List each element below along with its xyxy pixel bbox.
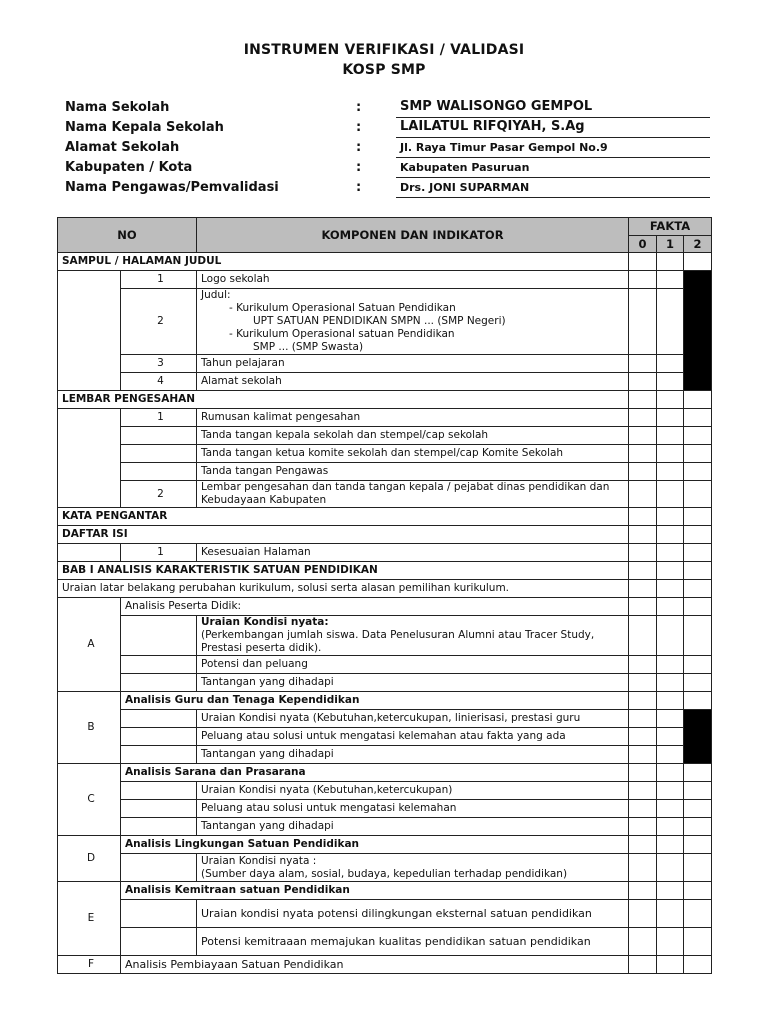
item-number: 2 [121, 289, 197, 355]
fakta-cell[interactable] [657, 800, 684, 818]
fakta-cell[interactable] [629, 445, 657, 463]
fakta-cell[interactable] [684, 800, 712, 818]
fakta-cell[interactable] [629, 882, 657, 900]
address-label: Alamat Sekolah [65, 140, 180, 155]
subsection-title: Analisis Sarana dan Prasarana [121, 764, 629, 782]
section-title: DAFTAR ISI [58, 526, 629, 544]
address-value: Jl. Raya Timur Pasar Gempol No.9 [396, 141, 710, 158]
table-row [58, 598, 712, 616]
table-row [58, 544, 712, 562]
fakta-cell[interactable] [629, 289, 657, 355]
subsection-letter: F [58, 956, 121, 974]
fakta-cell[interactable] [684, 692, 712, 710]
section-title: LEMBAR PENGESAHAN [58, 391, 629, 409]
table-row [58, 900, 712, 928]
indicator-detail: (Perkembangan jumlah siswa. Data Penelusuran Alumni atau Tracer Study, Prestasi peserta didik). [201, 629, 595, 654]
fakta-0: 0 [629, 236, 657, 253]
supervisor-value: Drs. JONI SUPARMAN [396, 181, 710, 198]
indicator-text: Uraian latar belakang perubahan kurikulum, solusi serta alasan pemilihan kurikulum. [58, 580, 629, 598]
table-row [58, 882, 712, 900]
spacer-cell [121, 746, 197, 764]
fakta-cell[interactable] [684, 409, 712, 427]
subsection-title: Analisis Pembiayaan Satuan Pendidikan [121, 956, 629, 974]
spacer-cell [58, 544, 121, 562]
fakta-cell[interactable] [629, 656, 657, 674]
fakta-cell[interactable] [657, 764, 684, 782]
fakta-cell[interactable] [684, 818, 712, 836]
indicator-text: Uraian kondisi nyata potensi dilingkungan eksternal satuan pendidikan [197, 900, 629, 928]
fakta-cell[interactable] [657, 373, 684, 391]
header-komponen: KOMPONEN DAN INDIKATOR [197, 218, 629, 253]
subsection-letter: C [58, 764, 121, 836]
fakta-cell[interactable] [629, 598, 657, 616]
judul-item: - Kurikulum Operasional satuan Pendidikan [229, 328, 455, 340]
fakta-cell[interactable] [657, 616, 684, 656]
regency-label: Kabupaten / Kota [65, 160, 193, 175]
fakta-cell[interactable] [684, 544, 712, 562]
fakta-cell[interactable] [684, 616, 712, 656]
indicator-text: Uraian Kondisi nyata (Kebutuhan,ketercukupan) [197, 782, 629, 800]
colon: : [356, 120, 362, 135]
fakta-cell[interactable] [657, 526, 684, 544]
fakta-cell[interactable] [657, 656, 684, 674]
spacer-cell [121, 800, 197, 818]
section-row [58, 253, 712, 271]
fakta-cell[interactable] [684, 782, 712, 800]
fakta-cell[interactable] [657, 928, 684, 956]
spacer-cell [121, 854, 197, 882]
table-row [58, 928, 712, 956]
table-row [58, 728, 712, 746]
fakta-cell[interactable] [684, 526, 712, 544]
fakta-cell[interactable] [684, 900, 712, 928]
indicator-text: Rumusan kalimat pengesahan [197, 409, 629, 427]
item-number: 1 [121, 544, 197, 562]
fakta-cell[interactable] [684, 956, 712, 974]
judul-item: SMP ... (SMP Swasta) [253, 341, 364, 353]
indicator-text: Potensi dan peluang [197, 656, 629, 674]
fakta-cell[interactable] [657, 253, 684, 271]
fakta-cell[interactable] [657, 710, 684, 728]
fakta-cell[interactable] [657, 391, 684, 409]
spacer-cell [121, 928, 197, 956]
fakta-cell[interactable] [629, 928, 657, 956]
subsection-title: Analisis Kemitraan satuan Pendidikan [121, 882, 629, 900]
fakta-cell[interactable] [657, 900, 684, 928]
principal-value: LAILATUL RIFQIYAH, S.Ag [396, 119, 710, 138]
indicator-text: Tantangan yang dihadapi [197, 818, 629, 836]
fakta-cell[interactable] [684, 253, 712, 271]
fakta-cell[interactable] [629, 836, 657, 854]
indicator-text: Potensi kemitraaan memajukan kualitas pendidikan satuan pendidikan [197, 928, 629, 956]
fakta-cell[interactable] [629, 956, 657, 974]
fakta-cell[interactable] [629, 508, 657, 526]
item-number [121, 445, 197, 463]
table-row [58, 355, 712, 373]
judul-item: UPT SATUAN PENDIDIKAN SMPN ... (SMP Negeri) [253, 315, 506, 327]
fakta-cell[interactable] [684, 391, 712, 409]
verification-table [57, 217, 712, 974]
table-row [58, 956, 712, 974]
indicator-line: Uraian Kondisi nyata : [201, 854, 317, 867]
table-row [58, 271, 712, 289]
colon: : [356, 160, 362, 175]
subsection-letter: E [58, 882, 121, 956]
spacer-cell [121, 710, 197, 728]
fakta-cell[interactable] [657, 598, 684, 616]
indicator-text: Tanda tangan ketua komite sekolah dan stempel/cap Komite Sekolah [197, 445, 629, 463]
fakta-cell[interactable] [657, 445, 684, 463]
spacer-cell [121, 674, 197, 692]
spacer-cell [121, 818, 197, 836]
fakta-cell[interactable] [629, 526, 657, 544]
table-row [58, 674, 712, 692]
indicator-text [197, 616, 629, 656]
fakta-cell[interactable] [629, 562, 657, 580]
subsection-title: Analisis Lingkungan Satuan Pendidikan [121, 836, 629, 854]
spacer-cell [121, 900, 197, 928]
blacked-cell [684, 271, 712, 391]
fakta-cell[interactable] [629, 253, 657, 271]
fakta-cell[interactable] [657, 580, 684, 598]
section-row [58, 526, 712, 544]
fakta-cell[interactable] [684, 427, 712, 445]
table-row [58, 289, 712, 355]
indicator-text: Tantangan yang dihadapi [197, 746, 629, 764]
table-row [58, 409, 712, 427]
fakta-cell[interactable] [629, 409, 657, 427]
fakta-cell[interactable] [629, 692, 657, 710]
fakta-cell[interactable] [657, 463, 684, 481]
fakta-cell[interactable] [657, 271, 684, 289]
fakta-cell[interactable] [684, 508, 712, 526]
item-number [121, 463, 197, 481]
indicator-text: Peluang atau solusi untuk mengatasi kelemahan atau fakta yang ada [197, 728, 629, 746]
fakta-cell[interactable] [657, 728, 684, 746]
indicator-text: Peluang atau solusi untuk mengatasi kelemahan [197, 800, 629, 818]
fakta-cell[interactable] [629, 800, 657, 818]
header-fakta: FAKTA [629, 218, 712, 236]
fakta-cell[interactable] [684, 836, 712, 854]
fakta-cell[interactable] [684, 674, 712, 692]
colon: : [356, 140, 362, 155]
indicator-text: Logo sekolah [197, 271, 629, 289]
indicator-line: (Sumber daya alam, sosial, budaya, kepedulian terhadap pendidikan) [201, 867, 568, 880]
indicator-bold: Uraian Kondisi nyata: [201, 616, 329, 628]
fakta-cell[interactable] [629, 271, 657, 289]
fakta-cell[interactable] [657, 854, 684, 882]
indicator-text [197, 854, 629, 882]
indicator-text [197, 289, 629, 355]
fakta-cell[interactable] [657, 355, 684, 373]
fakta-cell[interactable] [629, 355, 657, 373]
subsection-letter: A [58, 598, 121, 692]
spacer-cell [121, 656, 197, 674]
fakta-cell[interactable] [684, 656, 712, 674]
fakta-cell[interactable] [657, 508, 684, 526]
indicator-text: Tantangan yang dihadapi [197, 674, 629, 692]
subsection-letter: B [58, 692, 121, 764]
indicator-text: Alamat sekolah [197, 373, 629, 391]
fakta-cell[interactable] [684, 598, 712, 616]
table-row [58, 818, 712, 836]
item-number: 1 [121, 271, 197, 289]
item-number [121, 427, 197, 445]
fakta-cell[interactable] [629, 544, 657, 562]
section-row [58, 562, 712, 580]
fakta-1: 1 [657, 236, 684, 253]
spacer-cell [121, 728, 197, 746]
table-row [58, 616, 712, 656]
indicator-text: Tanda tangan kepala sekolah dan stempel/cap sekolah [197, 427, 629, 445]
fakta-cell[interactable] [657, 674, 684, 692]
fakta-cell[interactable] [629, 818, 657, 836]
table-row [58, 373, 712, 391]
table-row [58, 782, 712, 800]
fakta-cell[interactable] [629, 854, 657, 882]
indicator-text: Tahun pelajaran [197, 355, 629, 373]
fakta-cell[interactable] [629, 373, 657, 391]
table-row [58, 445, 712, 463]
subsection-title: Analisis Guru dan Tenaga Kependidikan [121, 692, 629, 710]
table-row [58, 800, 712, 818]
fakta-cell[interactable] [657, 882, 684, 900]
spacer-cell [58, 271, 121, 391]
fakta-cell[interactable] [629, 674, 657, 692]
subsection-title: Analisis Peserta Didik: [121, 598, 629, 616]
fakta-cell[interactable] [657, 481, 684, 508]
fakta-cell[interactable] [657, 409, 684, 427]
fakta-cell[interactable] [657, 836, 684, 854]
judul-label: Judul: [201, 289, 231, 301]
subsection-letter: D [58, 836, 121, 882]
fakta-2: 2 [684, 236, 712, 253]
table-row [58, 656, 712, 674]
fakta-cell[interactable] [629, 580, 657, 598]
table-row [58, 764, 712, 782]
colon: : [356, 180, 362, 195]
regency-value: Kabupaten Pasuruan [396, 161, 710, 178]
table-row [58, 710, 712, 728]
fakta-cell[interactable] [684, 481, 712, 508]
supervisor-label: Nama Pengawas/Pemvalidasi [65, 180, 279, 195]
item-number: 2 [121, 481, 197, 508]
document-title: INSTRUMEN VERIFIKASI / VALIDASI [243, 42, 525, 58]
item-number: 4 [121, 373, 197, 391]
indicator-text: Uraian Kondisi nyata (Kebutuhan,ketercukupan, linierisasi, prestasi guru [197, 710, 629, 728]
fakta-cell[interactable] [629, 391, 657, 409]
fakta-cell[interactable] [684, 854, 712, 882]
fakta-cell[interactable] [629, 616, 657, 656]
table-row [58, 746, 712, 764]
fakta-cell[interactable] [657, 544, 684, 562]
fakta-cell[interactable] [629, 728, 657, 746]
header-no: NO [58, 218, 197, 253]
fakta-cell[interactable] [629, 764, 657, 782]
table-row [58, 463, 712, 481]
spacer-cell [58, 409, 121, 508]
fakta-cell[interactable] [629, 710, 657, 728]
school-name-label: Nama Sekolah [65, 100, 170, 115]
section-row [58, 508, 712, 526]
fakta-cell[interactable] [684, 580, 712, 598]
item-number: 1 [121, 409, 197, 427]
spacer-cell [121, 782, 197, 800]
fakta-cell[interactable] [684, 764, 712, 782]
fakta-cell[interactable] [657, 782, 684, 800]
section-title: SAMPUL / HALAMAN JUDUL [58, 253, 629, 271]
fakta-cell[interactable] [657, 746, 684, 764]
fakta-cell[interactable] [657, 692, 684, 710]
section-title: BAB I ANALISIS KARAKTERISTIK SATUAN PENDIDIKAN [58, 562, 629, 580]
spacer-cell [121, 616, 197, 656]
table-row [58, 692, 712, 710]
blacked-cell [684, 710, 712, 764]
table-row [58, 427, 712, 445]
indicator-text: Lembar pengesahan dan tanda tangan kepala / pejabat dinas pendidikan dan Kebudayaan Kabupaten [197, 481, 629, 508]
indicator-text: Kesesuaian Halaman [197, 544, 629, 562]
table-row [58, 854, 712, 882]
table-row [58, 580, 712, 598]
item-number: 3 [121, 355, 197, 373]
fakta-cell[interactable] [657, 289, 684, 355]
fakta-cell[interactable] [684, 463, 712, 481]
school-name-value: SMP WALISONGO GEMPOL [396, 99, 710, 118]
table-row [58, 836, 712, 854]
fakta-cell[interactable] [657, 818, 684, 836]
fakta-cell[interactable] [629, 900, 657, 928]
fakta-cell[interactable] [657, 562, 684, 580]
fakta-cell[interactable] [629, 463, 657, 481]
table-row [58, 481, 712, 508]
fakta-cell[interactable] [684, 445, 712, 463]
fakta-cell[interactable] [657, 427, 684, 445]
fakta-cell[interactable] [629, 427, 657, 445]
principal-label: Nama Kepala Sekolah [65, 120, 224, 135]
fakta-cell[interactable] [684, 882, 712, 900]
fakta-cell[interactable] [629, 746, 657, 764]
indicator-text: Tanda tangan Pengawas [197, 463, 629, 481]
fakta-cell[interactable] [684, 562, 712, 580]
section-row [58, 391, 712, 409]
section-title: KATA PENGANTAR [58, 508, 629, 526]
fakta-cell[interactable] [684, 928, 712, 956]
judul-item: - Kurikulum Operasional Satuan Pendidikan [229, 302, 456, 314]
fakta-cell[interactable] [629, 481, 657, 508]
document-subtitle: KOSP SMP [342, 62, 426, 78]
colon: : [356, 100, 362, 115]
fakta-cell[interactable] [657, 956, 684, 974]
fakta-cell[interactable] [629, 782, 657, 800]
